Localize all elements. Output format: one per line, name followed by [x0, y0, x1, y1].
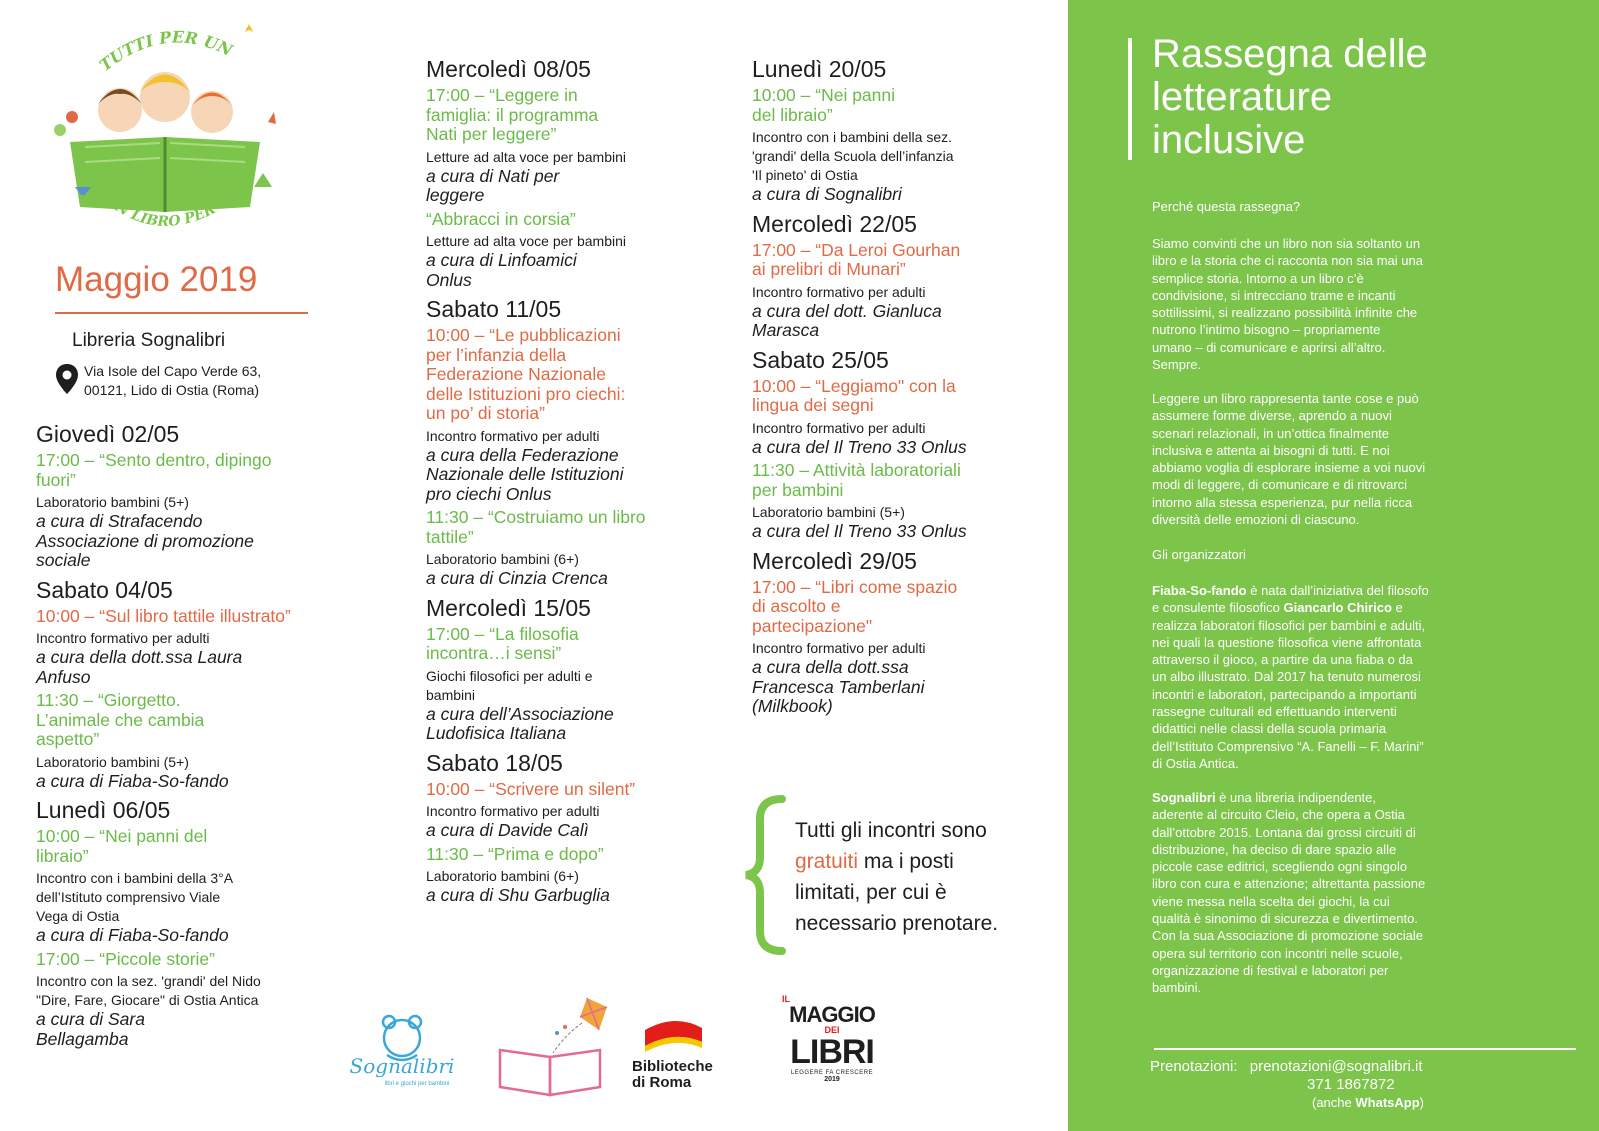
notice-line	[795, 846, 998, 877]
schedule-column-2	[426, 56, 736, 906]
event-description	[36, 493, 376, 512]
event-description-line: 'grandi' della Scuola dell’infanzia	[752, 148, 954, 164]
event-organizer	[426, 569, 736, 589]
paragraph-line: assumere forme diverse, aprendo a nuovi	[1152, 408, 1392, 424]
panel-title-line: Rassegna delle	[1152, 32, 1428, 76]
event-title	[426, 845, 736, 865]
title-bar	[1128, 38, 1132, 160]
event-organizer-line: pro ciechi Onlus	[426, 483, 552, 504]
event-organizer	[36, 648, 376, 687]
event-organizer-line: a cura del Il Treno 33 Onlus	[752, 521, 967, 541]
event-organizer-line: Ludofisica Italiana	[426, 723, 567, 743]
event-organizer	[752, 522, 1052, 542]
event-organizer-line: Bellagamba	[36, 1028, 129, 1049]
why-heading: Perché questa rassegna?	[1152, 199, 1301, 214]
event-title-line: Federazione Nazionale	[426, 364, 606, 384]
paragraph-line: semplice storia. Intorno a un libro c’è	[1152, 270, 1364, 286]
event-organizer-line: a cura di Strafacendo	[36, 511, 203, 531]
event-title-line: partecipazione"	[752, 615, 873, 636]
contact-divider	[1154, 1048, 1576, 1050]
event-title	[752, 86, 1052, 125]
paragraph-line: opera sul territorio con incontri nelle scuole,	[1152, 945, 1403, 961]
panel-title-line: inclusive	[1152, 118, 1306, 162]
notice-text: ma i posti	[858, 850, 954, 873]
venue-address	[84, 362, 261, 400]
why-paragraph-1	[1152, 235, 1592, 373]
event-description-line: Laboratorio bambini (5+)	[752, 504, 905, 520]
paragraph-line: Con la sua Associazione di promozione sociale	[1152, 928, 1423, 944]
event-organizer-line: a cura di Fiaba-So-fando	[36, 770, 229, 791]
info-panel	[1068, 0, 1599, 1131]
month-underline	[55, 312, 308, 314]
paragraph-line: di Ostia Antica.	[1152, 755, 1239, 771]
event-organizer-line: (Milkbook)	[752, 696, 833, 716]
event-title	[36, 691, 376, 750]
schedule-column-1	[36, 421, 376, 1049]
biblioteche-text: Biblioteche	[632, 1058, 713, 1075]
booking-contacts	[1150, 1058, 1590, 1112]
event-description	[426, 232, 736, 251]
event-description	[752, 128, 1052, 185]
paragraph-line: viene messa nella scelta dei giochi, la cui	[1152, 893, 1390, 909]
maggio-logo-text: LIBRI	[790, 1033, 874, 1071]
event-description-line: Incontro con i bambini della 3°A	[36, 870, 234, 886]
event-title-line: 11:30 – “Prima e dopo”	[426, 843, 604, 864]
event-description	[426, 427, 736, 446]
event-title-line: “Abbracci in corsia”	[426, 208, 576, 229]
sognalibri-logo-tagline: libri e giochi per bambini	[384, 1081, 450, 1087]
event-organizer-line: a cura di Cinzia Crenca	[426, 568, 608, 588]
maggio-logo-text: 2019	[824, 1076, 840, 1083]
event-title-line: del libraio”	[752, 104, 833, 125]
event-title-line: 17:00 – “La filosofia	[426, 623, 579, 644]
event-logo	[40, 12, 290, 252]
address-line: Via Isole del Capo Verde 63,	[84, 363, 262, 379]
event-title-line: 10:00 – “Sul libro tattile illustrato”	[36, 605, 291, 626]
event-organizer-line: Francesca Tamberlani	[752, 676, 925, 697]
event-title-line: famiglia: il programma	[426, 104, 599, 125]
event-organizer-line: a cura di Linfoamici	[426, 250, 577, 270]
event-organizer-line: a cura dell’Associazione	[426, 703, 614, 724]
event-description-line: bambini	[426, 686, 476, 703]
booking-phone[interactable]: 371 1867872	[1307, 1076, 1395, 1093]
event-title-line: per l’infanzia della	[426, 344, 567, 365]
event-organizer-line: a cura del dott. Gianluca	[752, 300, 942, 321]
event-title-line: 10:00 – “Leggiamo" con la	[752, 375, 956, 396]
event-organizer	[426, 821, 736, 841]
why-paragraph-2	[1152, 390, 1592, 528]
event-title	[752, 461, 1052, 500]
event-title-line: 11:30 – Attività laboratoriali	[752, 460, 961, 480]
event-description	[752, 283, 1052, 302]
event-title	[426, 326, 736, 424]
day-heading: Sabato 18/05	[426, 749, 563, 776]
event-title-line: fuori”	[36, 469, 76, 490]
notice-line: limitati, per cui è	[795, 881, 947, 904]
maggio-logo-text: LEGGERE FA CRESCERE	[790, 1070, 874, 1076]
booking-label: Prenotazioni:	[1150, 1058, 1238, 1075]
event-description-line: dell’Istituto comprensivo Viale	[36, 889, 221, 905]
event-organizer	[426, 446, 736, 505]
panel-title	[1152, 33, 1428, 162]
event-title-line: un po’ di storia”	[426, 403, 545, 423]
day-heading: Mercoledì 08/05	[426, 56, 591, 82]
event-description-line: 'Il pineto' di Ostia	[752, 167, 858, 183]
event-description	[426, 148, 736, 167]
location-pin-icon	[56, 364, 78, 399]
event-title-line: 17:00 – “Leggere in	[426, 85, 578, 105]
event-title-line: aspetto”	[36, 729, 100, 749]
event-title-line: 11:30 – “Giorgetto.	[36, 690, 181, 710]
paragraph-line: libro con cura e attenzione; altrettanta passione	[1152, 876, 1426, 892]
paragraph-line: intorno alla stessa esperienza, pur nella ricca	[1152, 494, 1413, 510]
event-title	[36, 451, 376, 490]
paragraph-line: aderente al circuito Cleio, che opera a Ostia	[1152, 807, 1405, 823]
event-organizer-line: a cura di Fiaba-So-fando	[36, 925, 229, 945]
paragraph-line: nutrono l’intimo bisogno – propriamente	[1152, 322, 1381, 338]
event-description	[36, 753, 376, 772]
paragraph-line: piccole case editrici, scegliendo ogni singolo	[1152, 859, 1408, 875]
event-description-line: Laboratorio bambini (5+)	[36, 494, 189, 510]
maggio-dei-libri-logo	[782, 995, 882, 1083]
day-heading: Sabato 04/05	[36, 576, 173, 603]
event-title	[36, 950, 376, 970]
event-description-line: Incontro formativo per adulti	[426, 803, 600, 819]
paragraph-line: didattici nelle classi della scuola primaria	[1152, 721, 1387, 737]
event-organizer-line: a cura della Federazione	[426, 444, 619, 465]
organizers-paragraph-fiaba	[1152, 582, 1592, 772]
event-description	[426, 550, 736, 569]
event-description-line: Incontro formativo per adulti	[752, 283, 926, 300]
day-heading: Sabato 25/05	[752, 346, 889, 373]
event-title	[36, 607, 376, 627]
event-organizer-line: a cura della dott.ssa	[752, 657, 909, 677]
booking-whatsapp-line	[1312, 1094, 1590, 1112]
event-title	[752, 377, 1052, 416]
event-description-line: Vega di Ostia	[36, 908, 120, 924]
event-description-line: Incontro con i bambini della sez.	[752, 129, 952, 145]
day-heading: Mercoledì 15/05	[426, 594, 591, 621]
paragraph-line: Sempre.	[1152, 357, 1202, 373]
sognalibri-logo-text: Sognalibri	[349, 1054, 455, 1078]
paragraph-line: Sognalibri è una libreria indipendente,	[1152, 790, 1377, 805]
event-description	[36, 869, 376, 926]
event-description	[752, 419, 1052, 438]
organizers-heading: Gli organizzatori	[1152, 547, 1246, 562]
event-title	[752, 578, 1052, 637]
event-title-line: 17:00 – “Da Leroi Gourhan	[752, 239, 961, 260]
maggio-logo-text: IL	[782, 994, 790, 1004]
event-organizer-line: Onlus	[426, 269, 472, 290]
event-description-line: Laboratorio bambini (6+)	[426, 868, 579, 884]
event-organizer-line: Associazione di promozione	[36, 530, 254, 551]
address-line: 00121, Lido di Ostia (Roma)	[84, 382, 260, 398]
event-description-line: Laboratorio bambini (5+)	[36, 753, 189, 770]
event-organizer	[752, 658, 1052, 717]
event-title	[752, 241, 1052, 280]
maggio-logo-text: DEI	[824, 1025, 840, 1035]
event-organizer-line: a cura di Sara	[36, 1009, 145, 1029]
paragraph-line: Siamo convinti che un libro non sia soltanto un	[1152, 236, 1421, 251]
day-heading: Lunedì 20/05	[752, 56, 887, 82]
event-organizer-line: sociale	[36, 550, 91, 570]
organizers-paragraph-sognalibri	[1152, 789, 1592, 997]
event-title-line: 10:00 – “Scrivere un silent”	[426, 778, 636, 799]
event-description	[36, 972, 376, 1010]
event-title-line: Nati per leggere”	[426, 124, 557, 144]
paragraph-line: e consulente filosofico Giancarlo Chirico e	[1152, 600, 1403, 616]
notice-line: necessario prenotare.	[795, 912, 999, 935]
event-organizer	[752, 302, 1052, 341]
event-title	[426, 508, 736, 547]
event-title-line: lingua dei segni	[752, 395, 874, 415]
event-title-line: 17:00 – “Sento dentro, dipingo	[36, 450, 272, 470]
day-heading: Mercoledì 29/05	[752, 547, 917, 574]
event-organizer	[426, 167, 736, 206]
event-title	[426, 625, 736, 664]
event-description	[36, 629, 376, 648]
paragraph-line: scenari relazionali, in un’ottica finalmente	[1152, 425, 1390, 441]
event-description	[426, 867, 736, 886]
whatsapp-label: WhatsApp	[1355, 1095, 1420, 1110]
event-description-line: Incontro formativo per adulti	[752, 640, 926, 656]
event-organizer	[36, 1010, 376, 1049]
event-title-line: 17:00 – “Piccole storie”	[36, 948, 215, 969]
logo-bottom-text: UN LIBRO PER TU	[102, 187, 242, 230]
event-description	[752, 503, 1052, 522]
event-organizer-line: leggere	[426, 185, 485, 205]
paragraph-line: un albo illustrato. Dal 2017 ha tenuto numerosi	[1152, 669, 1421, 685]
paragraph-line: distribuzione, ha deciso di dare spazio alle	[1152, 841, 1397, 857]
paragraph-line: nei quali la questione filosofica viene affrontata	[1152, 634, 1422, 650]
event-organizer-line: a cura della dott.ssa Laura	[36, 647, 243, 667]
event-description-line: Incontro formativo per adulti	[752, 419, 926, 436]
event-organizer-line: a cura di Nati per	[426, 165, 560, 186]
event-organizer	[752, 438, 1052, 458]
book-kite-logo	[495, 995, 615, 1105]
paragraph-line: inclusiva e attenta ai bisogni di tutti. E noi	[1152, 442, 1390, 458]
event-title-line: tattile”	[426, 526, 474, 547]
booking-email-link[interactable]: prenotazioni@sognalibri.it	[1249, 1058, 1423, 1075]
biblioteche-roma-logo	[632, 1008, 742, 1091]
venue-name: Libreria Sognalibri	[72, 330, 226, 351]
notice-brace	[742, 795, 786, 960]
maggio-logo-text: MAGGIO	[789, 1002, 875, 1027]
paragraph-line: organizzazione di festival e laboratori per	[1152, 962, 1389, 978]
event-description-line: "Dire, Fare, Giocare" di Ostia Antica	[36, 992, 259, 1008]
event-description-line: Laboratorio bambini (6+)	[426, 551, 579, 567]
paragraph-line: sottilissimi, si realizzano possibilità infinite che	[1152, 305, 1418, 321]
event-title-line: libraio”	[36, 845, 89, 866]
panel-title-line: letterature	[1152, 75, 1333, 119]
event-organizer-line: a cura del Il Treno 33 Onlus	[752, 436, 967, 457]
paragraph-line: Leggere un libro rappresenta tante cose e può	[1152, 391, 1419, 406]
event-description-line: Incontro con la sez. 'grandi' del Nido	[36, 973, 261, 989]
event-organizer	[426, 705, 736, 744]
event-title	[426, 86, 736, 145]
free-entry-notice	[795, 815, 998, 939]
paragraph-line: Fiaba-So-fando è nata dall’iniziativa del filosofo	[1152, 583, 1429, 598]
event-description-line: Incontro formativo per adulti	[426, 427, 600, 444]
event-organizer	[426, 251, 736, 290]
event-title-line: incontra…i sensi”	[426, 643, 562, 663]
event-title-line: 10:00 – “Nei panni	[752, 85, 896, 105]
event-organizer-line: Marasca	[752, 320, 820, 340]
paragraph-line: attraverso il gioco, a partire da una fiaba o da	[1152, 652, 1413, 668]
booking-line	[1150, 1058, 1590, 1076]
paragraph-line: libro e la storia che ci racconta non sia mai una	[1152, 253, 1423, 269]
notice-line: Tutti gli incontri sono	[795, 819, 987, 842]
event-title-line: delle Istituzioni pro ciechi:	[426, 383, 626, 404]
whatsapp-prefix: (anche	[1312, 1095, 1356, 1110]
logo-top-text: TUTTI PER UN	[95, 27, 236, 75]
paragraph-line: dall’ottobre 2015. Lontana dai grossi circuiti di	[1152, 824, 1416, 840]
month-title: Maggio 2019	[55, 260, 258, 299]
event-title	[426, 780, 736, 800]
event-description	[426, 667, 736, 705]
day-heading: Sabato 11/05	[426, 296, 562, 322]
schedule-column-3	[752, 56, 1052, 717]
whatsapp-suffix: )	[1419, 1095, 1424, 1110]
day-heading: Lunedì 06/05	[36, 797, 171, 823]
event-description-line: Letture ad alta voce per bambini	[426, 233, 627, 249]
event-description-line: Letture ad alta voce per bambini	[426, 148, 627, 165]
paragraph-line: qualità è sinonimo di sicurezza e divertimento.	[1152, 911, 1418, 927]
event-description	[752, 639, 1052, 658]
event-description-line: Incontro formativo per adulti	[36, 630, 210, 646]
event-title-line: L’animale che cambia	[36, 709, 205, 730]
paragraph-line: diversità delle emozioni di ciascuno.	[1152, 512, 1360, 528]
event-title-line: per bambini	[752, 479, 844, 500]
event-organizer-line: a cura di Sognalibri	[752, 184, 902, 204]
paragraph-line: modi di leggere, di comunicare e di ritrovarci	[1152, 477, 1408, 493]
event-organizer	[426, 886, 736, 906]
book-stack-icon	[640, 1008, 710, 1058]
notice-free: gratuiti	[795, 850, 859, 873]
biblioteche-text: di Roma	[632, 1074, 692, 1091]
day-heading: Giovedì 02/05	[36, 421, 180, 447]
paragraph-line: rassegne culturali ed effettuando interventi	[1152, 704, 1397, 720]
event-title-line: ai prelibri di Munari”	[752, 259, 906, 279]
event-organizer-line: Nazionale delle Istituzioni	[426, 464, 624, 484]
paragraph-line: bambini.	[1152, 980, 1202, 996]
paragraph-line: abbiamo voglia di esplorare insieme a voi nuovi	[1152, 460, 1426, 476]
children-reading-illustration	[40, 12, 290, 252]
paragraph-line: incontri e laboratori, partecipando a importanti	[1152, 686, 1417, 702]
paragraph-line: condivisione, si intrecciano trame e incanti	[1152, 287, 1396, 303]
paragraph-line: umano – di comunicare e aprirsi all’altro.	[1152, 339, 1386, 355]
event-organizer-line: a cura di Davide Calì	[426, 820, 589, 840]
event-description-line: Giochi filosofici per adulti e	[426, 667, 593, 684]
event-title	[426, 210, 736, 230]
event-description	[426, 802, 736, 821]
event-title-line: 11:30 – “Costruiamo un libro	[426, 507, 646, 527]
sognalibri-logo	[347, 1010, 457, 1100]
event-title-line: 10:00 – “Le pubblicazioni	[426, 325, 621, 345]
event-organizer	[36, 926, 376, 946]
day-heading: Mercoledì 22/05	[752, 210, 917, 237]
paragraph-line: realizza laboratori filosofici per bambini e adulti,	[1152, 617, 1426, 633]
event-title-line: di ascolto e	[752, 596, 841, 616]
paragraph-line: dell’Istituto Comprensivo “A. Fanelli – F. Marini”	[1152, 738, 1424, 754]
event-organizer-line: Anfuso	[36, 666, 91, 687]
event-organizer	[752, 185, 1052, 205]
event-title	[36, 827, 376, 866]
event-title-line: 17:00 – “Libri come spazio	[752, 576, 958, 597]
event-organizer-line: a cura di Shu Garbuglia	[426, 885, 610, 905]
event-organizer	[36, 772, 376, 792]
event-organizer	[36, 512, 376, 571]
event-title-line: 10:00 – “Nei panni del	[36, 826, 208, 846]
